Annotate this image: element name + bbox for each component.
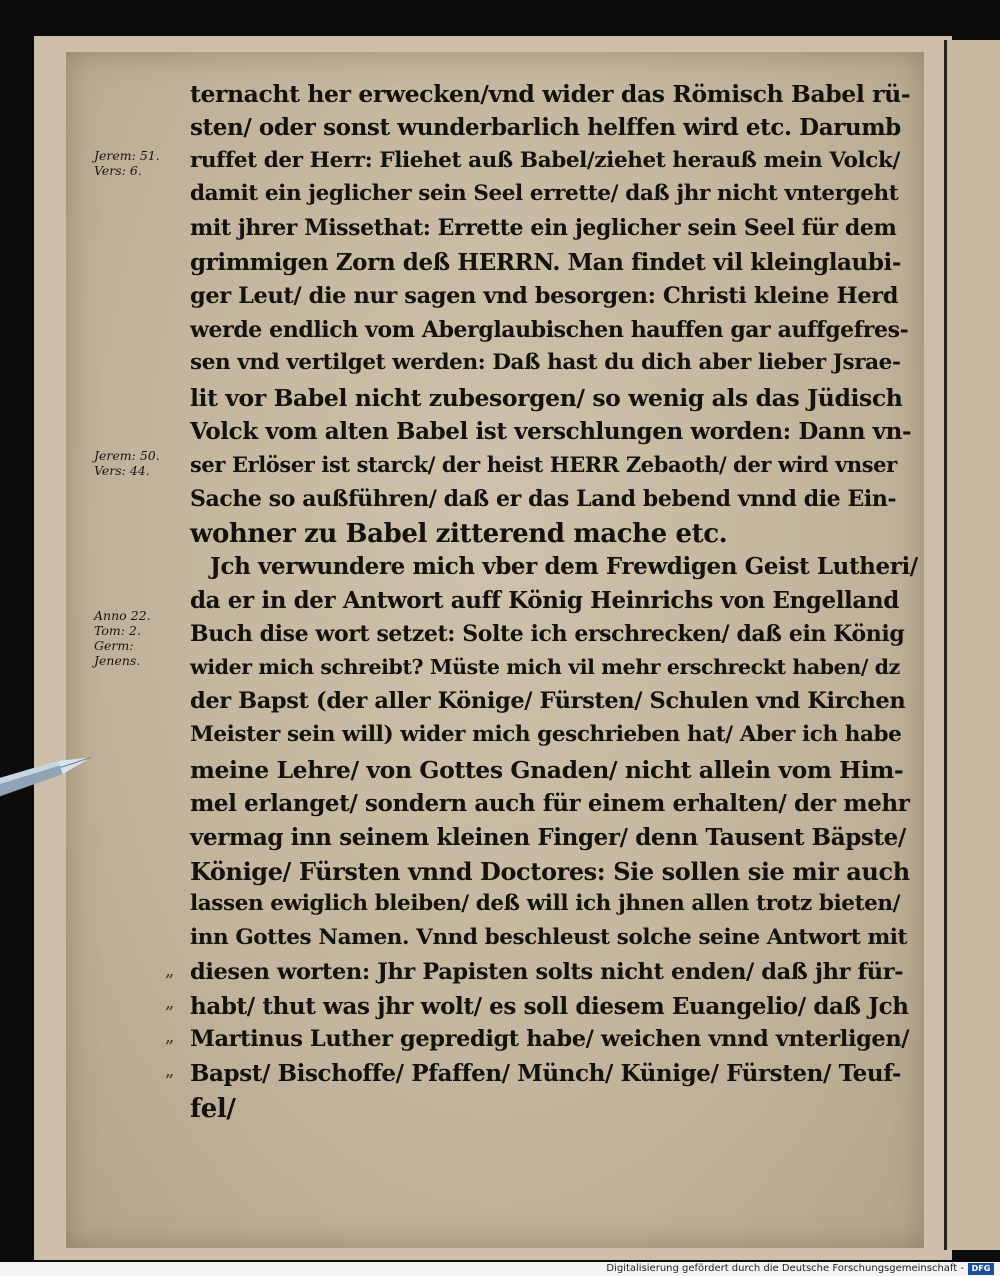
text-line: Buch dise wort setzet: Solte ich erschrecken/ daß ein König <box>190 620 905 647</box>
text-line: Martinus Luther gepredigt habe/ weichen vnnd vnterligen/ <box>190 1026 910 1053</box>
text-line: lit vor Babel nicht zubesorgen/ so wenig als das Jüdisch <box>190 384 903 413</box>
text-line: habt/ thut was jhr wolt/ es soll diesem Euangelio/ daß Jch <box>190 992 909 1020</box>
footer-bar <box>0 1262 1000 1276</box>
text-line: mel erlanget/ sondern auch für einem erhalten/ der mehr <box>190 789 910 817</box>
text-line: Volck vom alten Babel ist verschlungen worden: Dann vn- <box>190 418 912 445</box>
text-line: ruffet der Herr: Fliehet auß Babel/ziehet herauß mein Volck/ <box>190 147 900 173</box>
dfg-logo: DFG <box>968 1263 994 1275</box>
text-line: grimmigen Zorn deß HERRN. Man findet vil kleinglaubi- <box>190 249 902 276</box>
quote-mark: „ <box>165 1060 175 1081</box>
text-line: damit ein jeglicher sein Seel errette/ daß jhr nicht vntergeht <box>190 181 899 207</box>
text-line: ger Leut/ die nur sagen vnd besorgen: Christi kleine Herd <box>190 282 899 309</box>
text-line: der Bapst (der aller Könige/ Fürsten/ Schulen vnd Kirchen <box>190 688 906 715</box>
footer-credit: Digitalisierung gefördert durch die Deutsche Forschungsgemeinschaft - <box>606 1263 964 1274</box>
quote-mark: „ <box>165 1026 175 1047</box>
text-line: vermag inn seinem kleinen Finger/ denn Tausent Bäpste/ <box>190 823 906 851</box>
text-line: da er in der Antwort auff König Heinrichs von Engelland <box>190 587 899 614</box>
text-line: lassen ewiglich bleiben/ deß will ich jhnen allen trotz bieten/ <box>190 891 901 917</box>
text-line: werde endlich vom Aberglaubischen hauffen gar auffgefres- <box>190 316 909 343</box>
text-line: meine Lehre/ von Gottes Gnaden/ nicht allein vom Him- <box>190 756 904 784</box>
text-line: sen vnd vertilget werden: Daß hast du dich aber lieber Jsrae- <box>190 350 901 376</box>
text-line: fel/ <box>190 1094 236 1124</box>
text-line: ser Erlöser ist starck/ der heist HERR Zebaoth/ der wird vnser <box>190 451 897 477</box>
text-line: sten/ oder sonst wunderbarlich helffen wird etc. Darumb <box>190 113 901 141</box>
quote-mark: „ <box>165 992 175 1013</box>
text-line: Bapst/ Bischoffe/ Pfaffen/ Münch/ Künige/ Fürsten/ Teuf- <box>190 1060 902 1088</box>
text-line: Sache so außführen/ daß er das Land bebend vnnd die Ein- <box>190 485 897 512</box>
margin-note-anno: Anno 22. Tom: 2. Germ: Jenens. <box>94 608 151 668</box>
margin-note-jeremiah-50: Jerem: 50. Vers: 44. <box>94 448 160 478</box>
margin-note-jeremiah-51: Jerem: 51. Vers: 6. <box>94 148 160 178</box>
quote-mark: „ <box>165 960 175 981</box>
text-line: Könige/ Fürsten vnnd Doctores: Sie sollen sie mir auch <box>190 857 910 887</box>
text-line: Meister sein will) wider mich geschrieben hat/ Aber ich habe <box>190 722 902 748</box>
text-line: wohner zu Babel zitterend mache etc. <box>190 519 728 550</box>
adjacent-page-edge <box>944 40 1000 1250</box>
text-line: mit jhrer Missethat: Errette ein jeglicher sein Seel für dem <box>190 215 897 242</box>
text-line: ternacht her erwecken/vnd wider das Römisch Babel rü- <box>190 80 911 108</box>
text-line: wider mich schreibt? Müste mich vil mehr erschreckt haben/ dz <box>190 654 900 679</box>
text-line: inn Gottes Namen. Vnnd beschleust solche seine Antwort mit <box>190 925 908 950</box>
text-line: Jch verwundere mich vber dem Frewdigen Geist Lutheri/ <box>210 553 918 581</box>
text-line: diesen worten: Jhr Papisten solts nicht enden/ daß jhr für- <box>190 958 904 985</box>
